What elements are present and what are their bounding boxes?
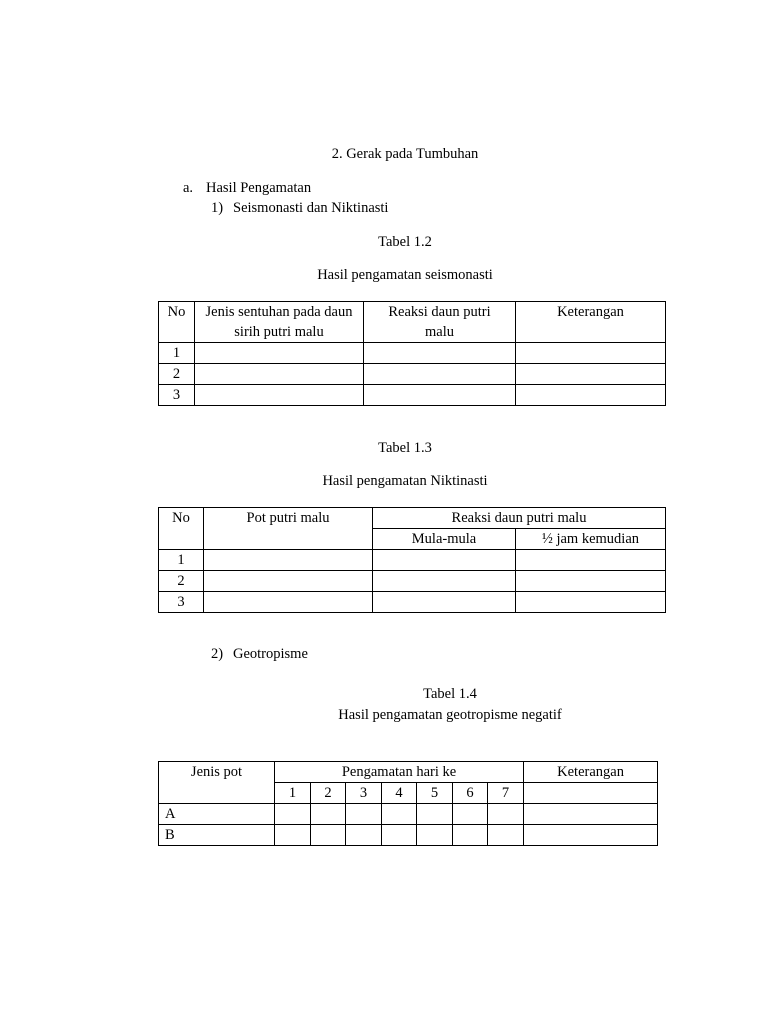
header-reaksi-daun: Reaksi daun putri malu	[373, 508, 666, 529]
table-cell	[516, 364, 666, 385]
day-5: 5	[417, 783, 453, 804]
header-pengamatan-hari: Pengamatan hari ke	[275, 762, 524, 783]
table-header-row	[159, 762, 658, 783]
table-cell	[311, 804, 346, 825]
table-row	[159, 550, 666, 571]
table-cell	[364, 364, 516, 385]
table-cell	[373, 571, 516, 592]
table-cell	[195, 343, 364, 364]
row-number: 3	[159, 385, 195, 406]
header-reaksi-daun: Reaksi daun putri malu	[364, 302, 516, 343]
table-14-caption: Tabel 1.4	[423, 686, 477, 702]
row-number: 1	[159, 550, 204, 571]
table-niktinasti	[158, 507, 666, 613]
table-cell	[364, 385, 516, 406]
header-jenis-sentuhan: Jenis sentuhan pada daun sirih putri malu	[195, 302, 364, 343]
table-cell	[453, 804, 488, 825]
table-row	[159, 825, 658, 846]
table-cell	[516, 571, 666, 592]
table-geotropisme	[158, 761, 658, 846]
subheader-setengah-jam: ½ jam kemudian	[516, 529, 666, 550]
section-title: 2. Gerak pada Tumbuhan	[331, 146, 479, 162]
table-cell	[488, 804, 524, 825]
row-number: 2	[159, 571, 204, 592]
header-jenis-pot: Jenis pot	[159, 762, 275, 804]
day-3: 3	[346, 783, 382, 804]
row-number: 2	[159, 364, 195, 385]
sub-a-text: Hasil Pengamatan	[206, 180, 312, 196]
item-2-marker: 2)	[211, 646, 224, 662]
table-cell	[364, 343, 516, 364]
table-cell	[373, 592, 516, 613]
header-no: No	[159, 508, 204, 550]
table-cell	[275, 825, 311, 846]
row-label: A	[159, 804, 275, 825]
day-4: 4	[382, 783, 417, 804]
table-cell	[524, 804, 658, 825]
day-6: 6	[453, 783, 488, 804]
table-13-caption: Tabel 1.3	[378, 440, 432, 456]
table-cell	[195, 385, 364, 406]
table-row	[159, 592, 666, 613]
table-cell	[195, 364, 364, 385]
table-seismonasti	[158, 301, 666, 406]
table-13-title: Hasil pengamatan Niktinasti	[322, 473, 488, 489]
table-cell	[488, 825, 524, 846]
table-cell	[346, 825, 382, 846]
table-row	[159, 804, 658, 825]
table-cell	[516, 385, 666, 406]
table-row	[159, 343, 666, 364]
table-cell	[346, 804, 382, 825]
table-cell	[373, 550, 516, 571]
table-cell	[382, 804, 417, 825]
row-number: 3	[159, 592, 204, 613]
table-14-title: Hasil pengamatan geotropisme negatif	[338, 707, 562, 723]
item-1-text: Seismonasti dan Niktinasti	[233, 200, 389, 216]
header-no: No	[159, 302, 195, 343]
table-12-title: Hasil pengamatan seismonasti	[317, 267, 493, 283]
table-row	[159, 571, 666, 592]
table-cell	[524, 825, 658, 846]
table-cell	[453, 825, 488, 846]
row-number: 1	[159, 343, 195, 364]
header-keterangan: Keterangan	[516, 302, 666, 343]
table-cell	[516, 550, 666, 571]
day-2: 2	[311, 783, 346, 804]
table-cell	[204, 550, 373, 571]
table-cell	[417, 804, 453, 825]
subheader-mula-mula: Mula-mula	[373, 529, 516, 550]
table-cell	[275, 804, 311, 825]
day-1: 1	[275, 783, 311, 804]
table-cell	[524, 783, 658, 804]
table-row	[159, 385, 666, 406]
table-cell	[311, 825, 346, 846]
table-header-row	[159, 302, 666, 343]
sub-a-marker: a.	[183, 180, 194, 196]
row-label: B	[159, 825, 275, 846]
table-12-caption: Tabel 1.2	[378, 234, 432, 250]
table-cell	[382, 825, 417, 846]
item-2-text: Geotropisme	[233, 646, 308, 662]
table-header-row	[159, 508, 666, 529]
table-cell	[204, 571, 373, 592]
header-keterangan: Keterangan	[524, 762, 658, 783]
day-7: 7	[488, 783, 524, 804]
table-cell	[204, 592, 373, 613]
table-cell	[516, 592, 666, 613]
table-cell	[417, 825, 453, 846]
table-row	[159, 364, 666, 385]
item-1-marker: 1)	[211, 200, 224, 216]
header-pot-putri-malu: Pot putri malu	[204, 508, 373, 550]
table-cell	[516, 343, 666, 364]
